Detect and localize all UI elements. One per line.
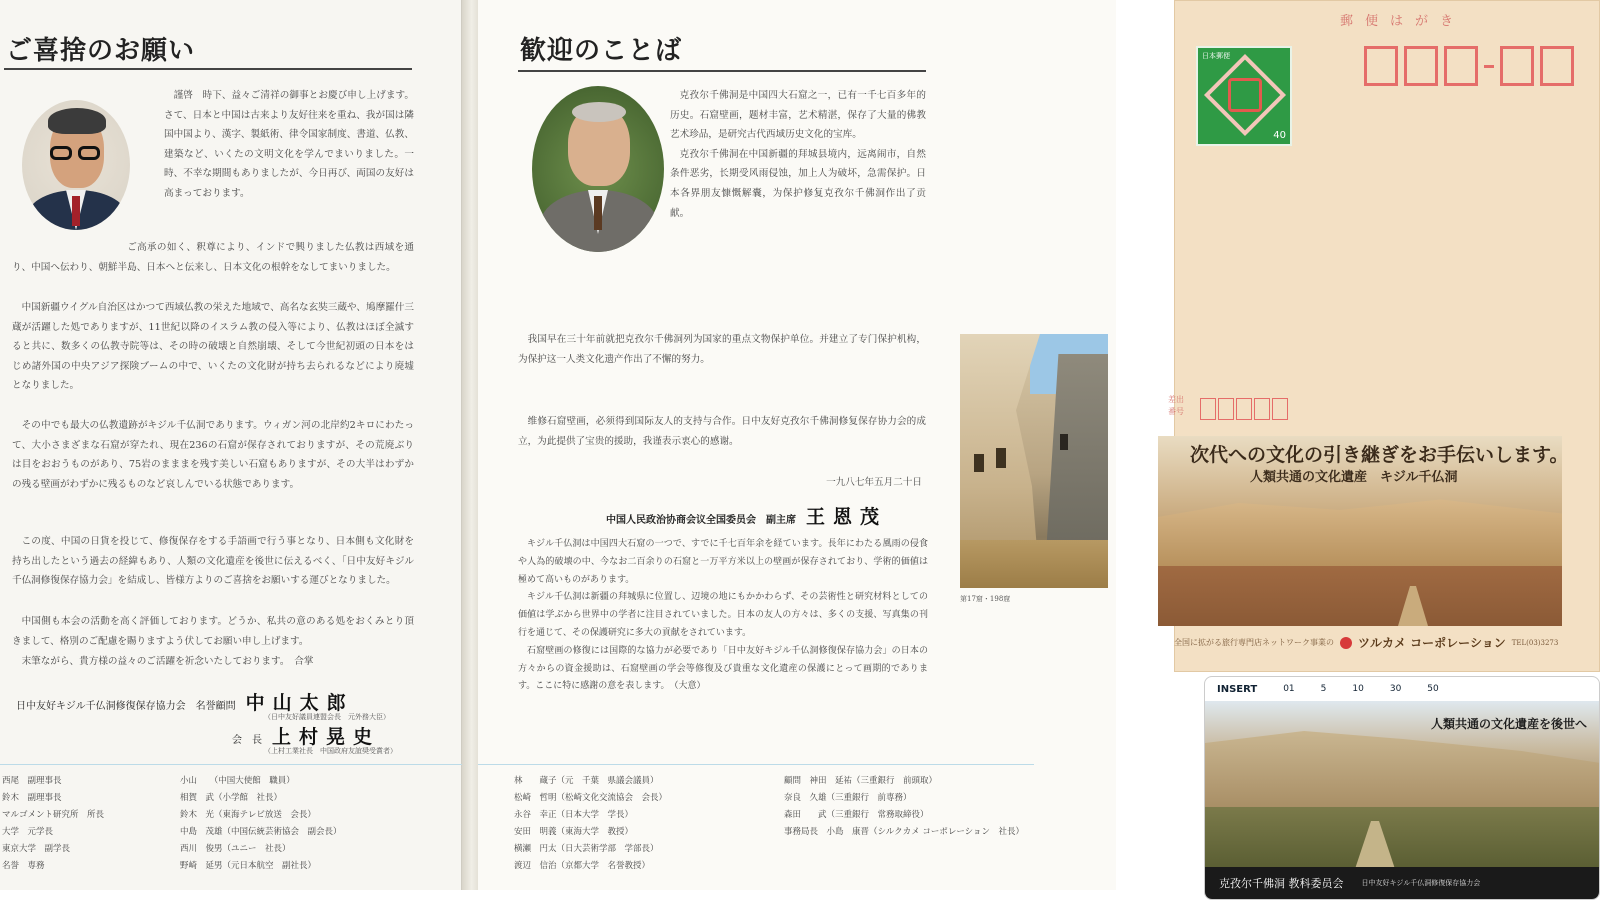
telecard-caption: 人類共通の文化遺産を後世へ: [1430, 717, 1587, 731]
sender-box: [1218, 398, 1234, 420]
member-entry: 横瀬 円太（日大芸術学部 学部長）: [514, 844, 659, 854]
left-member-col-1: [2, 773, 104, 875]
left-paragraph-3: 中国新疆ウイグル自治区はかつて西域仏教の栄えた地域で、高名な玄奘三蔵や、鳩摩羅什三蔵が活躍した処でありますが、11世紀以降のイスラム教の侵入等により、仏教はほぼ全滅すると共に、数多くの仏教寺院等は、その時の破壊と自然崩壊、そして今世紀初頭の日本をはじめ諸外国の中央アジア探険ブームの中で、いくたの文化財が持ち去られるなどにより廃墟となりました。: [12, 302, 414, 392]
sender-box: [1200, 398, 1216, 420]
cn-date: 一九八七年五月二十日: [826, 477, 922, 488]
telecard-unit: 5: [1320, 684, 1327, 694]
stamp-label: 日本郵便: [1202, 52, 1230, 60]
right-signatory: [606, 502, 887, 529]
telecard-insert-label: INSERT: [1217, 683, 1258, 695]
member-entry: 鈴木 光（東海テレビ放送 会長）: [180, 810, 316, 820]
postcard-header: 郵便はがき: [1340, 14, 1466, 29]
member-entry: 名誉 専務: [2, 861, 45, 871]
telecard-unit: 30: [1389, 684, 1402, 694]
signatory-1: [16, 688, 354, 715]
signatory-1-name: 中山太郎: [245, 692, 354, 714]
postal-code-box: [1540, 46, 1574, 86]
left-paragraph-7: 末筆ながら、貴方様の益々のご活躍を祈念いたしております。 合掌: [21, 656, 314, 667]
left-body-text-2: [12, 238, 414, 296]
sender-number-boxes: [1200, 398, 1288, 420]
signatory-2-sub: （上村工業社長 中国政府友誼奨受賞者）: [264, 747, 397, 755]
portrait-vice-chairman: [532, 86, 664, 252]
postcard-subline: 人類共通の文化遺産 キジル千仏洞: [1250, 470, 1458, 485]
sender-label-2: 番号: [1168, 407, 1184, 416]
postal-code-box: [1404, 46, 1438, 86]
stamp-inner-icon: [1228, 78, 1262, 112]
right-body-jp: [518, 536, 928, 750]
sender-number-label: [1168, 394, 1184, 418]
sender-box: [1272, 398, 1288, 420]
postcard-footer-text: 全国に拡がる旅行専門店ネットワーク事業の: [1174, 638, 1334, 647]
left-paragraph-5: この度、中国の日貨を投じて、修復保存をする手語画で行う事となり、日本側も文化財を持ち出したという過去の経緯もあり、人類の文化遺産を後世に伝えるべく、「日中友好キジル千仏洞修復保存協力会」を結成し、皆様方よりのご喜捨をお願いする運びとなりました。: [12, 536, 414, 587]
postcard-headline: 次代への文化の引き継ぎをお手伝いします。: [1190, 444, 1569, 466]
sender-box: [1236, 398, 1252, 420]
cave-cliff-photo: [960, 334, 1108, 588]
signatory-2-role: 会 長: [232, 735, 262, 746]
telecard-bottom-bar: [1205, 867, 1599, 899]
postage-stamp: [1196, 46, 1292, 146]
postcard-tel: TEL(03)3273: [1511, 638, 1559, 647]
telecard-bottom-sub: 日中友好キジル千仏洞修復保存協力会: [1361, 879, 1481, 887]
telecard-unit: 10: [1352, 684, 1364, 694]
postal-code-boxes: [1364, 46, 1574, 86]
left-body-text-4: [12, 416, 414, 514]
signatory-1-org: 日中友好キジル千仏洞修復保存協力会 名誉顧問: [16, 701, 236, 712]
telecard-landscape-photo: [1205, 701, 1599, 869]
postcard-footer: [1174, 634, 1558, 651]
sender-label-1: 差出: [1168, 395, 1184, 404]
right-member-table: [478, 764, 1034, 884]
member-entry: 森田 武（三重銀行 常務取締役）: [784, 810, 929, 820]
jp-paragraph-3: 石窟壁画の修復には国際的な協力が必要であり「日中友好キジル千仏洞修復保存協力会」の日本の方々からの資金援助は、石窟壁画の学会等修復及び貴重な文化遺産の保護にとって画期的であります。ここに特に感謝の意を表します。 （大意）: [518, 645, 928, 692]
right-body-cn-2: [518, 330, 926, 408]
cn-paragraph-3: 我国早在三十年前就把克孜尔千佛洞列为国家的重点文物保护单位。并建立了专门保护机构，为保护这一人类文化遗产作出了不懈的努力。: [518, 334, 926, 365]
stamp-value: 40: [1273, 130, 1286, 141]
left-paragraph-6: 中国側も本会の活動を高く評価しております。どうか、私共の意のある処をおくみとり頂きまして、格別のご配慮を賜りますよう伏してお願い申し上げます。: [12, 616, 414, 647]
left-body-text-7: [12, 652, 414, 672]
member-entry: 奈良 久雄（三重銀行 前専務）: [784, 793, 912, 803]
member-entry: 小山 （中国大使館 職員）: [180, 776, 295, 786]
telecard-bottom-title: 克孜尔千佛洞 教科委员会: [1219, 877, 1344, 890]
member-entry: 西尾 副理事長: [2, 776, 62, 786]
left-title-rule: [4, 68, 412, 70]
postal-code-box: [1500, 46, 1534, 86]
left-member-col-2: [180, 773, 342, 875]
portrait-honorary-advisor: [22, 100, 130, 230]
jp-paragraph-1: キジル千仏洞は中国四大石窟の一つで、すでに千七百年余を経ています。長年にわたる風雨の侵食や人為的破壊の中、今なお二百余りの石窟と一万平方米以上の壁画が保存されており、学術的価値は極めて高いものがあります。: [518, 539, 928, 585]
left-page-title: ご喜捨のお願い: [6, 36, 196, 66]
right-member-col-2: [784, 773, 1024, 841]
member-entry: 永谷 幸正（日本大学 学長）: [514, 810, 634, 820]
company-logo-icon: [1340, 637, 1352, 649]
telecard-unit: 01: [1283, 684, 1295, 694]
sender-box: [1254, 398, 1270, 420]
postal-code-box: [1444, 46, 1478, 86]
left-body-text-6: [12, 612, 414, 652]
member-entry: 顧問 神田 延祐（三重銀行 前頭取）: [784, 776, 938, 786]
member-entry: 安田 明義（東海大学 教授）: [514, 827, 634, 837]
signatory-2: [232, 722, 380, 749]
right-signatory-org: 中国人民政治协商会议全国委员会 副主席: [606, 515, 796, 526]
right-title-rule: [518, 70, 926, 72]
right-signatory-name: 王恩茂: [806, 506, 888, 528]
signatory-1-sub: （日中友好議員連盟会長 元外務大臣）: [264, 713, 390, 721]
right-member-col-1: [514, 773, 667, 875]
telecard-unit-bar: [1205, 677, 1599, 701]
signatory-2-name: 上村晃史: [272, 726, 381, 748]
left-body-text-5: [12, 532, 414, 612]
member-entry: 事務局長 小島 康晋（シルクカメ コーポレーション 社長）: [784, 827, 1024, 837]
postal-code-box: [1364, 46, 1398, 86]
member-entry: 相賀 武（小学館 社長）: [180, 793, 283, 803]
left-page: [0, 0, 462, 890]
left-member-table: [0, 764, 462, 884]
member-entry: マルゴメント研究所 所長: [2, 810, 105, 820]
telephone-card: [1204, 676, 1600, 900]
jp-paragraph-2: キジル千仏洞は新疆の拜城県に位置し、辺境の地にもかかわらず、その芸術性と研究材料としての価値は学ぶから世界中の学者に注目されていました。日本の友人の方々は、多くの支援、写真集の刊行を通じて、その保護研究に多大の貢献をされています。: [518, 592, 928, 638]
member-entry: 野崎 延男（元日本航空 副社長）: [180, 861, 317, 871]
telecard-unit: 50: [1427, 684, 1439, 694]
right-body-cn-1: [670, 86, 926, 322]
member-entry: 西川 俊男（ユニー 社長）: [180, 844, 291, 854]
postal-code-dash: [1484, 65, 1494, 68]
member-entry: 東京大学 副学長: [2, 844, 71, 854]
left-paragraph-4: その中でも最大の仏教遺跡がキジル千仏洞であります。ウィガン河の北岸約2キロにわたって、大小さまざまな石窟が穿たれ、現在236の石窟が保存されておりますが、その荒廃ぶりは目をおおうものがあり、75岩のまままを残す美しい石窟もありますが、その大半はわずかの残る壁画がわずかに残るものなど哀しんでいる状態であります。: [12, 420, 414, 490]
left-paragraph-2: ご高承の如く、釈尊により、インドで興りました仏教は西域を通り、中国へ伝わり、朝鮮半島、日本へと伝来し、日本文化の根幹をなしてまいりました。: [12, 242, 414, 273]
cave-photo-caption: 第17窟・198窟: [960, 595, 1011, 603]
member-entry: 渡辺 信治（京都大学 名誉教授）: [514, 861, 651, 871]
cn-paragraph-1: 克孜尔千佛洞是中国四大石窟之一，已有一千七百多年的历史。石窟壁画，题材丰富，艺术精湛，保存了大量的佛教艺术珍品，是研究古代西域历史文化的宝库。: [670, 90, 926, 141]
cn-paragraph-2: 克孜尔千佛洞在中国新疆的拜城县境内，远离闹市，自然条件恶劣，长期受风雨侵蚀，加上人为破坏，急需保护。日本各界朋友慷慨解囊，为保护修复克孜尔千佛洞作出了贡献。: [670, 148, 926, 219]
cn-paragraph-4: 维修石窟壁画，必须得到国际友人的支持与合作。日中友好克孜尔千佛洞修复保存协力会的成立，为此提供了宝贵的援助，我谨表示衷心的感谢。: [518, 416, 926, 447]
left-body-text-1: [164, 86, 414, 228]
left-paragraph-1: 謹啓 時下、益々ご清祥の御事とお慶び申し上げます。さて、日本と中国は古来より友好往来を重ね、我が国は隣国中国より、漢字、製紙術、律令国家制度、書道、仏教、建築など、いくたの文明文化を学んでまいりました。一時、不幸な期間もありましたが、今日再び、両国の友好は高まっております。: [164, 90, 414, 199]
book-spine: [462, 0, 478, 890]
left-body-text-3: [12, 298, 414, 416]
member-entry: 鈴木 副理事長: [2, 793, 62, 803]
postcard-company: ツルカメ コーポレーション: [1358, 636, 1506, 650]
member-entry: 林 蔵子（元 千葉 県議会議員）: [514, 776, 659, 786]
member-entry: 松崎 哲明（松崎文化交流協会 会長）: [514, 793, 668, 803]
member-entry: 大学 元学長: [2, 827, 54, 837]
member-entry: 中島 茂雄（中国伝統芸術協会 副会長）: [180, 827, 342, 837]
right-page-title: 歓迎のことば: [520, 36, 683, 66]
